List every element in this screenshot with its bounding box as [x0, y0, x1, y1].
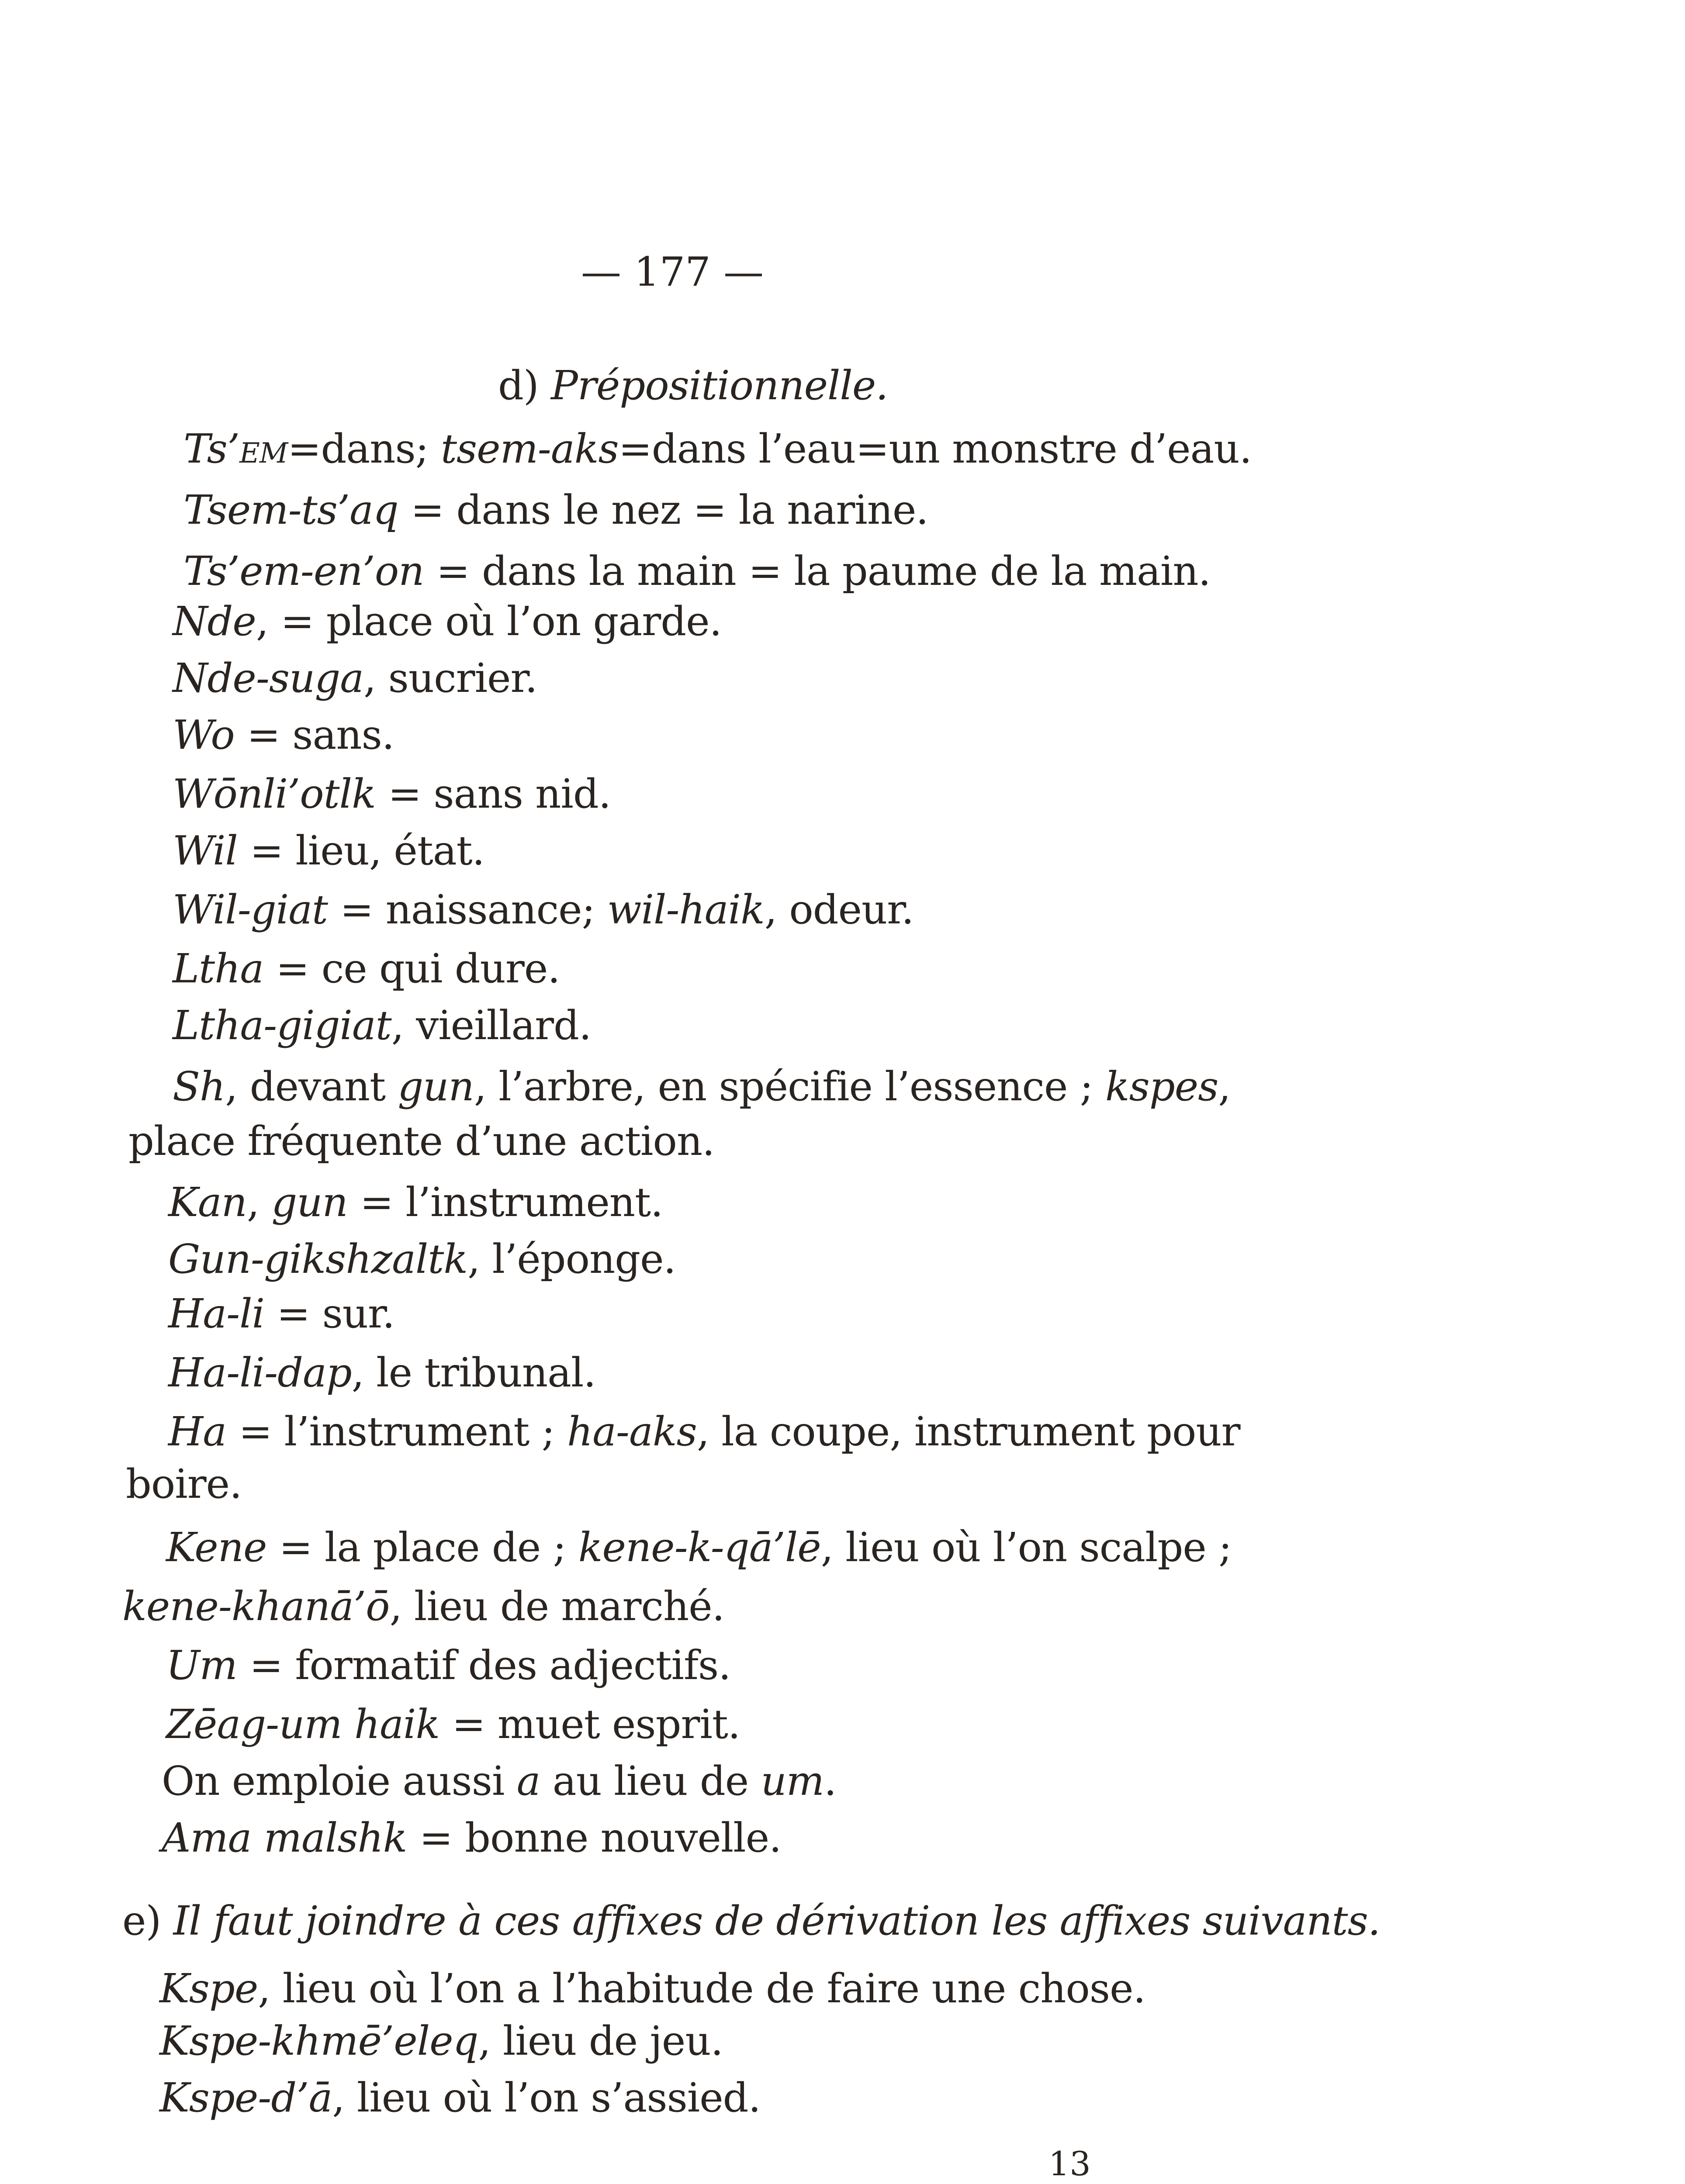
italic-term: Um — [166, 1642, 237, 1689]
text-run: , l’arbre, en spécifie l’essence ; — [474, 1063, 1105, 1110]
text-line — [122, 1583, 724, 1630]
italic-term: Ha-li — [168, 1290, 265, 1337]
italic-term: Ama malshk — [162, 1814, 407, 1861]
text-run: = muet esprit. — [439, 1701, 740, 1748]
text-run: =dans; — [287, 425, 441, 472]
text-line — [159, 2075, 761, 2121]
text-run: = formatif des adjectifs. — [237, 1642, 731, 1689]
italic-term: gun — [398, 1063, 474, 1110]
text-line — [159, 1966, 1145, 2012]
text-line — [173, 1064, 1231, 1110]
italic-term: Prépositionnelle. — [551, 362, 888, 409]
italic-term: Nde-suga — [173, 655, 364, 702]
text-line — [173, 887, 913, 933]
section-heading — [122, 1898, 1380, 1944]
text-line — [168, 1291, 394, 1337]
page-number: — 177 — — [581, 249, 764, 295]
text-run: =dans l’eau=un monstre d’eau. — [618, 425, 1252, 472]
text-run: . — [823, 1758, 837, 1804]
italic-term: Wil-giat — [173, 886, 328, 933]
italic-term: Tsem-ts’aq — [183, 487, 398, 533]
italic-term: gun — [271, 1179, 348, 1226]
text-run: , odeur. — [764, 886, 914, 933]
text-run: = dans la main = la paume de la main. — [424, 548, 1211, 594]
italic-term: Kspe — [159, 1965, 258, 2012]
text-line — [166, 1642, 731, 1689]
text-line — [166, 1701, 740, 1748]
text-line — [166, 1524, 1232, 1571]
italic-term: Il faut joindre à ces affixes de dérivation les affixes suivants. — [173, 1897, 1381, 1944]
italic-term: Gun-gikshzaltk — [168, 1236, 468, 1282]
italic-term: kspes — [1105, 1063, 1218, 1110]
text-line — [173, 712, 394, 758]
text-run: d) — [498, 362, 551, 409]
italic-term: Kene — [166, 1524, 267, 1571]
italic-term: Ts’em-en’on — [183, 548, 424, 594]
text-line — [162, 1815, 781, 1861]
text-run: , lieu où l’on a l’habitude de faire une chose. — [258, 1965, 1145, 2012]
text-run: , la coupe, instrument pour — [696, 1408, 1240, 1455]
text-run: , le tribunal. — [351, 1349, 596, 1396]
text-run: , lieu de jeu. — [478, 2018, 723, 2064]
italic-term: tsem-aks — [440, 425, 619, 472]
text-run: , lieu où l’on scalpe ; — [820, 1524, 1232, 1571]
italic-term: um — [761, 1758, 824, 1804]
section-heading — [498, 363, 888, 409]
italic-term: Sh — [173, 1063, 225, 1110]
text-run: , vieillard. — [391, 1002, 592, 1049]
text-run: place fréquente d’une action. — [128, 1118, 715, 1165]
italic-term: Ltha — [173, 945, 264, 992]
text-run: = naissance; — [328, 886, 607, 933]
text-line — [173, 946, 560, 992]
text-run: e) — [122, 1897, 173, 1944]
text-run: = dans le nez = la narine. — [398, 487, 928, 533]
text-run: , l’éponge. — [467, 1236, 676, 1282]
text-line — [183, 487, 928, 533]
text-run: = la place de ; — [266, 1524, 578, 1571]
signature-mark: 13 — [1048, 2144, 1091, 2183]
text-run: , sucrier. — [363, 655, 537, 702]
text-line — [168, 1350, 596, 1396]
italic-term: Wil — [173, 827, 238, 874]
text-line — [183, 426, 1252, 472]
italic-term: kene-k-qā’lē — [578, 1524, 821, 1571]
text-run: = l’instrument ; — [226, 1408, 567, 1455]
text-run: boire. — [126, 1461, 242, 1507]
italic-term: ha-aks — [567, 1408, 697, 1455]
text-line — [183, 548, 1211, 594]
italic-term: Kan — [168, 1179, 247, 1226]
text-run: = bonne nouvelle. — [407, 1814, 782, 1861]
italic-term: wil-haik — [607, 886, 765, 933]
text-run: , — [246, 1179, 272, 1226]
italic-term: a — [516, 1758, 540, 1804]
italic-term: Wo — [173, 712, 235, 758]
text-run: = sans. — [234, 712, 394, 758]
text-run: = sans nid. — [375, 771, 611, 817]
text-run: , lieu de marché. — [389, 1583, 724, 1630]
italic-term: Nde — [173, 598, 256, 645]
text-line — [126, 1461, 242, 1507]
text-line — [162, 1758, 836, 1804]
italic-term: em — [239, 425, 288, 472]
text-line — [173, 828, 484, 874]
italic-term: Ts’ — [183, 425, 240, 472]
italic-term: Zēag-um haik — [166, 1701, 440, 1748]
text-run: On emploie aussi — [162, 1758, 517, 1804]
italic-term: Wōnli’otlk — [173, 771, 376, 817]
italic-term: Ha-li-dap — [168, 1349, 352, 1396]
text-line — [173, 598, 722, 645]
text-run: = ce qui dure. — [263, 945, 560, 992]
text-line — [128, 1118, 714, 1165]
text-line — [168, 1409, 1240, 1455]
text-run: , lieu où l’on s’assied. — [332, 2074, 761, 2121]
text-run: , — [1218, 1063, 1231, 1110]
text-line — [159, 2018, 723, 2064]
text-run: = lieu, état. — [237, 827, 484, 874]
italic-term: Kspe-khmē’eleq — [159, 2018, 478, 2064]
italic-term: kene-khanā’ō — [122, 1583, 390, 1630]
italic-term: Kspe-d’ā — [159, 2074, 332, 2121]
text-run: = sur. — [264, 1290, 395, 1337]
text-line — [173, 771, 611, 817]
italic-term: Ltha-gigiat — [173, 1002, 391, 1049]
text-run: , devant — [225, 1063, 398, 1110]
text-run: , = place où l’on garde. — [256, 598, 722, 645]
text-run: = l’instrument. — [347, 1179, 663, 1226]
text-line — [173, 1002, 591, 1049]
text-line — [173, 655, 537, 702]
italic-term: Ha — [168, 1408, 227, 1455]
text-line — [168, 1179, 663, 1226]
text-line — [168, 1236, 676, 1282]
text-run: au lieu de — [540, 1758, 761, 1804]
